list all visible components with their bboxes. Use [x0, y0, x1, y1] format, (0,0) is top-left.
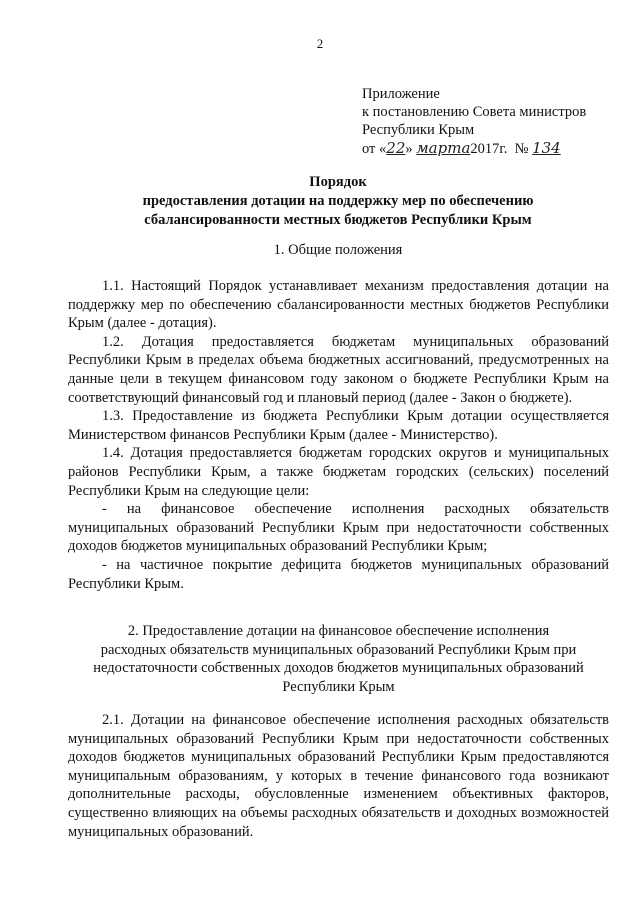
- appendix-resolution-line: к постановлению Совета министров: [362, 104, 587, 120]
- section-2-heading-line-4: Республики Крым: [282, 678, 395, 695]
- title-line-2: предоставления дотации на поддержку мер по обеспечению: [142, 193, 534, 209]
- paragraph-1-4: 1.4. Дотация предоставляется бюджетам городских округов и муниципальных районов Республики Крым, а также бюджетам городских (сельских) поселений Республики Крым на следующие цели:: [68, 445, 609, 499]
- section-2-heading-line-1: 2. Предоставление дотации на финансовое обеспечение исполнения: [127, 623, 550, 639]
- appendix-date-line: [362, 139, 586, 158]
- paragraph-2-1: 2.1. Дотации на финансовое обеспечение исполнения расходных обязательств муниципальных образований Республики Крым при недостаточности собственных доходов бюджетов муниципальных образований Республики Крым предоставляются муниципальным образованиям, у которых в течение финансового года возникают дополнительные расходы, обусловленные изменением объективных факторов, существенно влияющих на объемы расходных обязательств и доходных возможностей муниципальных образований.: [68, 712, 609, 840]
- appendix-label: Приложение: [362, 86, 440, 102]
- page-number: 2: [316, 36, 324, 51]
- section-2-body: [68, 711, 609, 841]
- appendix-republic-line: Республики Крым: [362, 122, 475, 138]
- number-label: №: [514, 141, 529, 157]
- date-mid: »: [405, 141, 417, 157]
- title-line-3: сбалансированности местных бюджетов Республики Крым: [144, 212, 532, 228]
- section-1-body: [68, 277, 609, 593]
- list-item-1: - на финансовое обеспечение исполнения расходных обязательств муниципальных образований Республики Крым при недостаточности собственных доходов бюджетов муниципальных образований Республики Крым;: [68, 501, 609, 555]
- date-day-handwritten: 22: [386, 139, 406, 157]
- document-title: [60, 173, 616, 230]
- title-line-1: Порядок: [309, 174, 367, 190]
- section-2-heading: [68, 622, 609, 696]
- document-number-handwritten: 134: [532, 139, 561, 157]
- list-item-2: - на частичное покрытие дефицита бюджетов муниципальных образований Республики Крым.: [68, 556, 609, 592]
- section-2-heading-line-2: расходных обязательств муниципальных образований Республики Крым при: [100, 641, 577, 658]
- appendix-block: [362, 85, 586, 158]
- date-year: 2017г.: [470, 141, 508, 157]
- date-month-handwritten: марта: [416, 139, 471, 157]
- paragraph-1-3: 1.3. Предоставление из бюджета Республики Крым дотации осуществляется Министерством финансов Республики Крым (далее - Министерство).: [68, 408, 609, 443]
- paragraph-1-1: 1.1. Настоящий Порядок устанавливает механизм предоставления дотации на поддержку мер по обеспечению сбалансированности местных бюджетов Республики Крым (далее - дотация).: [68, 278, 609, 332]
- paragraph-1-2: 1.2. Дотация предоставляется бюджетам муниципальных образований Республики Крым в пределах объема бюджетных ассигнований, предусмотренных на данные цели в текущем финансовом году законом о бюджете Республики Крым на соответствующий финансовый год и плановый период (далее - Закон о бюджете).: [68, 333, 609, 406]
- date-prefix: от «: [362, 141, 387, 157]
- section-1-heading: 1. Общие положения: [273, 242, 403, 258]
- section-2-heading-line-3: недостаточности собственных доходов бюджетов муниципальных образований: [93, 660, 584, 677]
